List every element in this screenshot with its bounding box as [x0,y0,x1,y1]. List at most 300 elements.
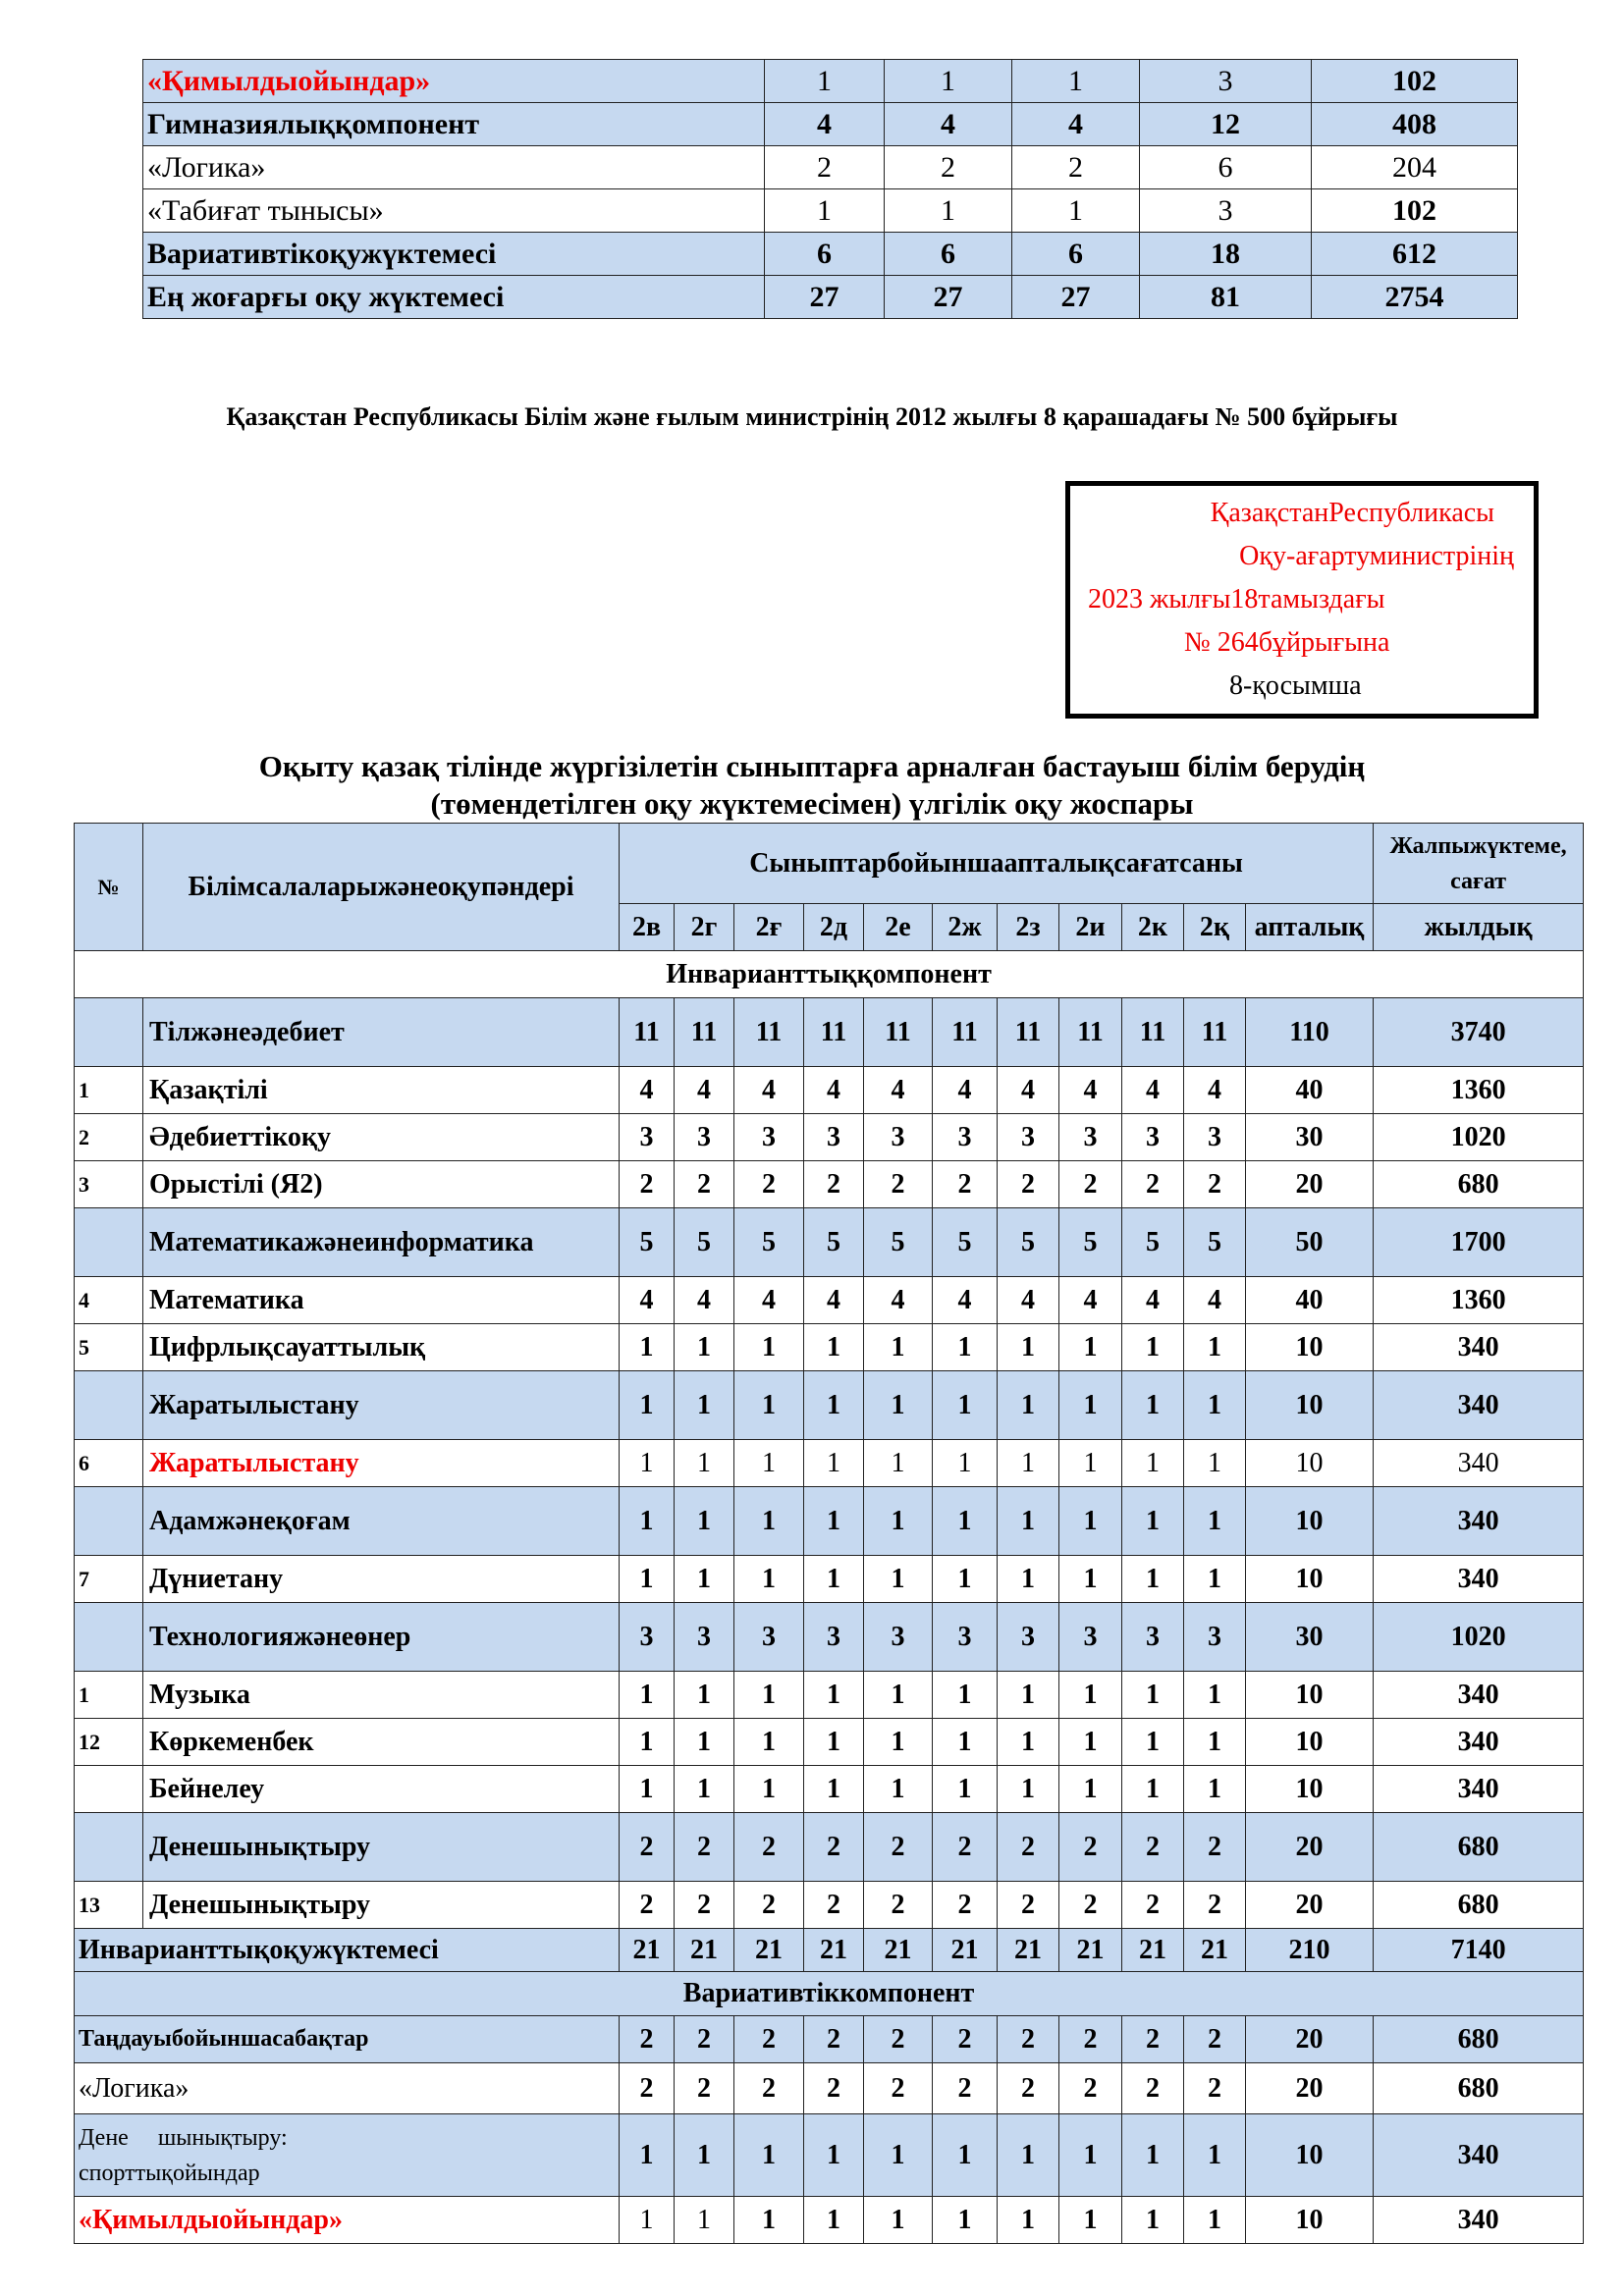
class-hours-cell: 2 [998,2063,1059,2114]
subject-name: Тілжәнеәдебиет [143,998,620,1067]
class-hours-cell: 2 [734,2016,804,2063]
class-hours-cell: 2 [1184,1813,1246,1882]
row-number [75,1813,143,1882]
class-hours-cell: 5 [1059,1208,1122,1277]
grade-hours-cell: 2 [885,146,1012,189]
weekly-total-cell: 20 [1246,2016,1374,2063]
class-hours-cell: 3 [620,1603,675,1672]
grade-hours-cell: 1 [765,60,885,103]
class-hours-cell: 1 [998,2197,1059,2244]
class-hours-cell: 2 [675,1813,734,1882]
class-hours-cell: 2 [1122,1813,1184,1882]
class-hours-cell: 2 [734,1161,804,1208]
subject-area-row [75,1371,1584,1440]
row-label: «Табиғат тынысы» [143,189,765,233]
class-hours-cell: 3 [1184,1114,1246,1161]
class-hours-cell: 1 [734,1440,804,1487]
row-label: Ең жоғарғы оқу жүктемесі [143,276,765,319]
weekly-total-cell: 20 [1246,1161,1374,1208]
grade-hours-cell: 6 [1012,233,1140,276]
class-header-2в: 2в [620,904,675,951]
class-hours-cell: 1 [675,1719,734,1766]
header-total-group: Жалпыжүктеме, сағат [1374,824,1584,904]
class-hours-cell: 1 [1059,1324,1122,1371]
subject-area-row [75,1487,1584,1556]
row-number [75,1371,143,1440]
class-hours-cell: 1 [1122,1672,1184,1719]
class-hours-cell: 2 [998,1882,1059,1929]
class-hours-cell: 3 [864,1603,933,1672]
class-hours-cell: 1 [1122,2197,1184,2244]
subject-name: Музыка [143,1672,620,1719]
class-hours-cell: 1 [998,1371,1059,1440]
class-hours-cell: 1 [998,1440,1059,1487]
class-hours-cell: 1 [620,2197,675,2244]
weekly-total-cell: 50 [1246,1208,1374,1277]
class-hours-cell: 3 [998,1114,1059,1161]
class-hours-cell: 4 [933,1277,998,1324]
class-hours-cell: 1 [620,1487,675,1556]
class-hours-cell: 5 [1122,1208,1184,1277]
class-hours-cell: 1 [864,1766,933,1813]
weekly-total-cell: 20 [1246,1882,1374,1929]
class-hours-cell: 5 [933,1208,998,1277]
yearly-total-cell: 340 [1374,2114,1584,2197]
subject-name-line-1: Дене шынықтыру: [79,2124,288,2151]
class-hours-cell: 3 [998,1603,1059,1672]
class-hours-cell: 2 [933,1882,998,1929]
yearly-total-cell: 340 [1374,1719,1584,1766]
order-reference: Қазақстан Республикасы Білім және ғылым министрінің 2012 жылғы 8 қарашадағы № 500 бұйрығы [226,402,1398,431]
class-hours-cell: 5 [734,1208,804,1277]
class-hours-cell: 2 [933,1161,998,1208]
class-hours-cell: 1 [1059,1719,1122,1766]
class-hours-cell: 3 [933,1114,998,1161]
class-hours-cell: 1 [1059,1371,1122,1440]
weekly-total-cell: 210 [1246,1929,1374,1972]
header-yearly: жылдық [1374,904,1584,951]
variative-row [75,2063,1584,2114]
class-hours-cell: 1 [1059,1440,1122,1487]
yearly-total-cell: 340 [1374,1487,1584,1556]
class-hours-cell: 2 [1184,1161,1246,1208]
subject-name: Цифрлықсауаттылық [143,1324,620,1371]
class-hours-cell: 4 [804,1067,864,1114]
class-hours-cell: 1 [1184,1440,1246,1487]
class-hours-cell: 1 [864,1440,933,1487]
class-hours-cell: 1 [998,2114,1059,2197]
class-hours-cell: 3 [675,1114,734,1161]
class-hours-cell: 4 [933,1067,998,1114]
class-header-2з: 2з [998,904,1059,951]
class-hours-cell: 5 [998,1208,1059,1277]
header-weekly: апталық [1246,904,1374,951]
class-hours-cell: 5 [1184,1208,1246,1277]
class-hours-cell: 1 [1184,1766,1246,1813]
grade-hours-cell: 4 [885,103,1012,146]
title-line-2: (төмендетілген оқу жүктемесімен) үлгілік оқу жоспары [430,786,1194,821]
class-hours-cell: 21 [1059,1929,1122,1972]
row-label: «Логика» [143,146,765,189]
class-hours-cell: 1 [998,1487,1059,1556]
class-hours-cell: 1 [1059,2114,1122,2197]
subject-name: Технологияжәнеөнер [143,1603,620,1672]
yearly-total-cell: 102 [1312,189,1518,233]
continuation-row [143,233,1518,276]
yearly-total-cell: 1020 [1374,1114,1584,1161]
class-hours-cell: 3 [1184,1603,1246,1672]
class-hours-cell: 4 [675,1067,734,1114]
class-hours-cell: 3 [1059,1114,1122,1161]
class-header-2к: 2к [1122,904,1184,951]
class-hours-cell: 2 [804,2016,864,2063]
class-hours-cell: 1 [933,1719,998,1766]
class-hours-cell: 1 [804,1556,864,1603]
subject-name: «Қимылдыойындар» [75,2197,620,2244]
class-hours-cell: 1 [804,1371,864,1440]
class-hours-cell: 2 [675,1882,734,1929]
class-hours-cell: 1 [933,2197,998,2244]
class-hours-cell: 1 [804,2114,864,2197]
title-line-1: Оқыту қазақ тілінде жүргізілетін сыныптарға арналған бастауыш білім берудің [258,749,1366,783]
class-hours-cell: 5 [675,1208,734,1277]
class-hours-cell: 2 [1059,2016,1122,2063]
yearly-total-cell: 204 [1312,146,1518,189]
class-hours-cell: 4 [998,1067,1059,1114]
class-hours-cell: 1 [620,1371,675,1440]
class-hours-cell: 4 [864,1277,933,1324]
class-hours-cell: 2 [864,2016,933,2063]
class-hours-cell: 3 [804,1114,864,1161]
weekly-total-cell: 12 [1140,103,1312,146]
class-hours-cell: 2 [998,1161,1059,1208]
subject-row [75,1719,1584,1766]
class-hours-cell: 1 [998,1556,1059,1603]
class-header-2и: 2и [1059,904,1122,951]
row-label: «Қимылдыойындар» [143,60,765,103]
grade-hours-cell: 1 [1012,60,1140,103]
continuation-row [143,103,1518,146]
subject-name: Математикажәнеинформатика [143,1208,620,1277]
class-hours-cell: 1 [1184,1556,1246,1603]
class-hours-cell: 1 [675,1766,734,1813]
weekly-total-cell: 30 [1246,1114,1374,1161]
class-hours-cell: 21 [933,1929,998,1972]
weekly-total-cell: 10 [1246,1487,1374,1556]
yearly-total-cell: 680 [1374,1813,1584,1882]
subject-area-row [75,1603,1584,1672]
yearly-total-cell: 340 [1374,1672,1584,1719]
class-hours-cell: 2 [1184,2016,1246,2063]
class-hours-cell: 2 [864,1161,933,1208]
class-hours-cell: 1 [620,1672,675,1719]
class-hours-cell: 1 [1059,1556,1122,1603]
grade-hours-cell: 2 [765,146,885,189]
class-hours-cell: 1 [1122,1324,1184,1371]
approval-line-4: № 264бұйрығына [1184,627,1390,658]
yearly-total-cell: 2754 [1312,276,1518,319]
class-hours-cell: 2 [804,2063,864,2114]
class-hours-cell: 1 [1122,1766,1184,1813]
class-hours-cell: 1 [933,1556,998,1603]
class-hours-cell: 1 [933,1672,998,1719]
class-header-2г: 2г [675,904,734,951]
class-hours-cell: 1 [1122,1487,1184,1556]
class-hours-cell: 2 [1184,1882,1246,1929]
class-hours-cell: 1 [734,1324,804,1371]
yearly-total-cell: 1020 [1374,1603,1584,1672]
section-title: Вариативтіккомпонент [75,1972,1584,2016]
class-hours-cell: 2 [675,2016,734,2063]
class-hours-cell: 2 [620,1813,675,1882]
class-hours-cell: 1 [933,1766,998,1813]
approval-line-1: ҚазақстанРеспубликасы [1210,498,1494,528]
class-hours-cell: 1 [675,1440,734,1487]
row-number: 5 [75,1324,143,1371]
weekly-total-cell: 10 [1246,1766,1374,1813]
subject-name: Математика [143,1277,620,1324]
row-number: 2 [75,1114,143,1161]
class-hours-cell: 21 [620,1929,675,1972]
class-hours-cell: 1 [675,2114,734,2197]
row-number: 12 [75,1719,143,1766]
class-hours-cell: 2 [1122,1882,1184,1929]
total-label: Инварианттықоқужүктемесі [75,1929,620,1972]
section-title: Инварианттыққомпонент [75,951,1584,998]
subject-name: Орыстілі (Я2) [143,1161,620,1208]
class-header-2е: 2е [864,904,933,951]
class-hours-cell: 1 [933,2114,998,2197]
row-number: 6 [75,1440,143,1487]
subject-name: Жаратылыстану [143,1371,620,1440]
class-hours-cell: 11 [1122,998,1184,1067]
subject-area-row [75,1208,1584,1277]
yearly-total-cell: 680 [1374,1882,1584,1929]
class-header-2ж: 2ж [933,904,998,951]
subject-name: Денешынықтыру [143,1813,620,1882]
continuation-row [143,189,1518,233]
continuation-row [143,146,1518,189]
class-hours-cell: 21 [1122,1929,1184,1972]
class-hours-cell: 21 [864,1929,933,1972]
subject-name-line-2: спорттықойындар [79,2160,260,2186]
class-hours-cell: 2 [1122,1161,1184,1208]
class-header-2қ: 2қ [1184,904,1246,951]
row-number [75,998,143,1067]
section-header-row [75,1972,1584,2016]
class-hours-cell: 2 [1122,2063,1184,2114]
class-hours-cell: 11 [998,998,1059,1067]
class-hours-cell: 1 [620,1440,675,1487]
class-hours-cell: 1 [1184,1371,1246,1440]
class-hours-cell: 5 [620,1208,675,1277]
class-hours-cell: 2 [933,2016,998,2063]
grade-hours-cell: 2 [1012,146,1140,189]
class-hours-cell: 4 [620,1067,675,1114]
class-hours-cell: 11 [864,998,933,1067]
approval-box [1065,481,1539,719]
grade-hours-cell: 6 [765,233,885,276]
row-number: 3 [75,1161,143,1208]
weekly-total-cell: 20 [1246,1813,1374,1882]
subject-row [75,1161,1584,1208]
weekly-total-cell: 10 [1246,1672,1374,1719]
weekly-total-cell: 20 [1246,2063,1374,2114]
row-number: 4 [75,1277,143,1324]
class-hours-cell: 4 [620,1277,675,1324]
weekly-total-cell: 40 [1246,1067,1374,1114]
class-hours-cell: 2 [804,1161,864,1208]
section-header-row [75,951,1584,998]
class-hours-cell: 1 [1184,1672,1246,1719]
class-hours-cell: 1 [864,1371,933,1440]
yearly-total-cell: 408 [1312,103,1518,146]
class-hours-cell: 21 [734,1929,804,1972]
class-hours-cell: 1 [1059,1487,1122,1556]
row-label: Гимназиялыққомпонент [143,103,765,146]
class-hours-cell: 1 [620,1719,675,1766]
row-number: 7 [75,1556,143,1603]
class-hours-cell: 4 [804,1277,864,1324]
class-hours-cell: 1 [734,1766,804,1813]
subject-row [75,1440,1584,1487]
class-hours-cell: 2 [620,1882,675,1929]
subject-name: Қазақтілі [143,1067,620,1114]
weekly-total-cell: 18 [1140,233,1312,276]
class-hours-cell: 4 [1122,1067,1184,1114]
subject-area-row [75,998,1584,1067]
weekly-total-cell: 3 [1140,60,1312,103]
class-hours-cell: 21 [804,1929,864,1972]
weekly-total-cell: 6 [1140,146,1312,189]
class-hours-cell: 4 [1184,1277,1246,1324]
class-hours-cell: 11 [675,998,734,1067]
class-hours-cell: 1 [1184,1719,1246,1766]
class-hours-cell: 2 [998,1813,1059,1882]
yearly-total-cell: 1360 [1374,1067,1584,1114]
row-number [75,1766,143,1813]
class-hours-cell: 2 [675,1161,734,1208]
class-hours-cell: 1 [734,1371,804,1440]
class-hours-cell: 1 [864,1556,933,1603]
class-hours-cell: 1 [998,1672,1059,1719]
weekly-total-cell: 40 [1246,1277,1374,1324]
class-hours-cell: 1 [933,1371,998,1440]
class-hours-cell: 1 [675,1556,734,1603]
grade-hours-cell: 6 [885,233,1012,276]
class-hours-cell: 1 [734,1719,804,1766]
class-hours-cell: 1 [998,1719,1059,1766]
row-number [75,1487,143,1556]
class-hours-cell: 2 [1059,1882,1122,1929]
class-hours-cell: 2 [734,2063,804,2114]
class-hours-cell: 1 [734,2197,804,2244]
class-hours-cell: 1 [675,1371,734,1440]
weekly-total-cell: 30 [1246,1603,1374,1672]
class-hours-cell: 1 [804,1487,864,1556]
class-hours-cell: 3 [1059,1603,1122,1672]
class-hours-cell: 2 [1184,2063,1246,2114]
row-number: 13 [75,1882,143,1929]
weekly-total-cell: 10 [1246,1324,1374,1371]
approval-line-3: 2023 жылғы18тамыздағы [1088,584,1385,614]
subject-row [75,1766,1584,1813]
class-hours-cell: 11 [804,998,864,1067]
class-hours-cell: 3 [864,1114,933,1161]
class-hours-cell: 2 [933,1813,998,1882]
class-hours-cell: 4 [1059,1067,1122,1114]
subject-row [75,1324,1584,1371]
class-hours-cell: 5 [804,1208,864,1277]
class-hours-cell: 1 [998,1766,1059,1813]
class-hours-cell: 1 [1184,2197,1246,2244]
class-hours-cell: 11 [1059,998,1122,1067]
class-hours-cell: 1 [804,2197,864,2244]
continuation-row [143,60,1518,103]
class-hours-cell: 2 [1059,1813,1122,1882]
class-hours-cell: 2 [620,1161,675,1208]
grade-hours-cell: 27 [885,276,1012,319]
class-hours-cell: 2 [620,2016,675,2063]
class-hours-cell: 21 [998,1929,1059,1972]
yearly-total-cell: 340 [1374,1766,1584,1813]
class-hours-cell: 1 [998,1324,1059,1371]
class-hours-cell: 2 [804,1882,864,1929]
class-hours-cell: 1 [804,1672,864,1719]
yearly-total-cell: 612 [1312,233,1518,276]
yearly-total-cell: 1360 [1374,1277,1584,1324]
subject-area-row [75,1813,1584,1882]
class-hours-cell: 2 [864,2063,933,2114]
subject-name [75,2114,620,2197]
class-header-2ғ: 2ғ [734,904,804,951]
weekly-total-cell: 3 [1140,189,1312,233]
subject-row [75,1277,1584,1324]
grade-hours-cell: 1 [1012,189,1140,233]
class-hours-cell: 3 [620,1114,675,1161]
class-hours-cell: 5 [864,1208,933,1277]
class-hours-cell: 1 [1059,1766,1122,1813]
class-hours-cell: 1 [734,1672,804,1719]
class-hours-cell: 4 [864,1067,933,1114]
class-hours-cell: 2 [1059,2063,1122,2114]
variative-row [75,2016,1584,2063]
class-hours-cell: 4 [1059,1277,1122,1324]
class-hours-cell: 1 [1184,1487,1246,1556]
class-hours-cell: 3 [675,1603,734,1672]
class-hours-cell: 1 [1184,1324,1246,1371]
subject-name: Бейнелеу [143,1766,620,1813]
class-hours-cell: 2 [675,2063,734,2114]
weekly-total-cell: 81 [1140,276,1312,319]
class-hours-cell: 1 [864,1672,933,1719]
class-hours-cell: 21 [1184,1929,1246,1972]
approval-line-5: 8-қосымша [1229,670,1362,701]
class-hours-cell: 4 [1184,1067,1246,1114]
yearly-total-cell: 680 [1374,2063,1584,2114]
header-row-1 [75,824,1584,904]
row-number: 1 [75,1067,143,1114]
approval-line-2: Оқу-ағартуминистрінің [1239,541,1514,571]
class-hours-cell: 2 [620,2063,675,2114]
class-hours-cell: 2 [804,1813,864,1882]
class-hours-cell: 1 [1184,2114,1246,2197]
grade-hours-cell: 1 [885,189,1012,233]
class-hours-cell: 4 [734,1067,804,1114]
class-hours-cell: 2 [1059,1161,1122,1208]
class-hours-cell: 1 [675,1487,734,1556]
class-hours-cell: 1 [675,1324,734,1371]
